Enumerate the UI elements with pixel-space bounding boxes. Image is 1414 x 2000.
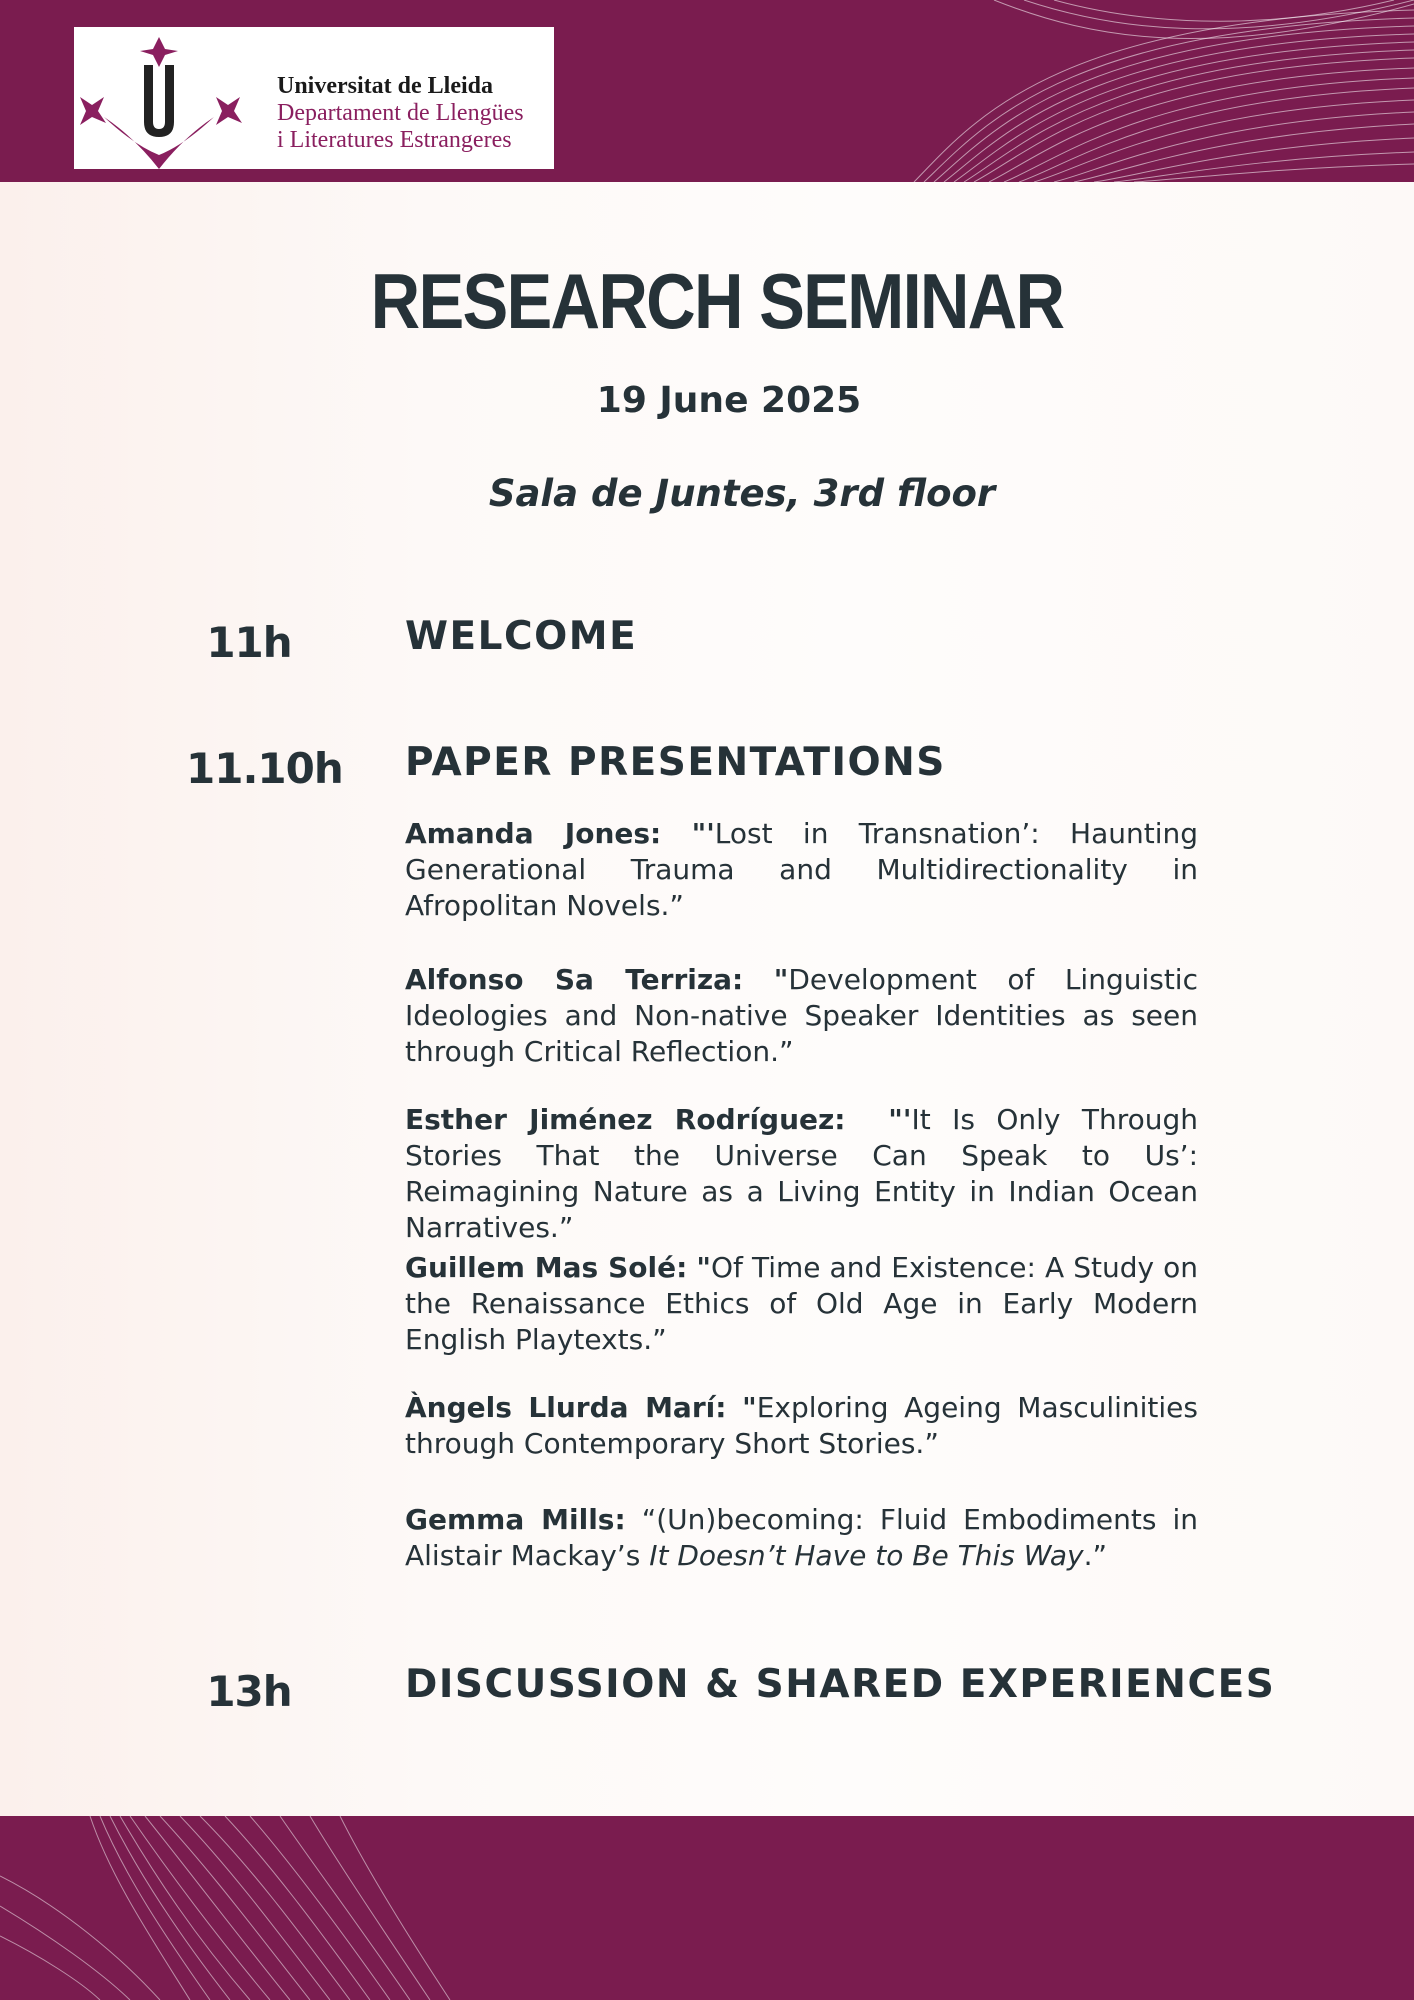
talk-item (405, 1250, 1198, 1358)
schedule-time-welcome: 11h (206, 618, 292, 667)
talk-title: It Is Only Through Stories That the Universe Can Speak to Us’: Reimagining Nature as a Living Entity in Indian Ocean Narratives.” (405, 1103, 1199, 1244)
schedule-time-papers: 11.10h (186, 744, 343, 793)
talk-open-quote: "' (888, 1103, 912, 1136)
talk-speaker: Guillem Mas Solé: (405, 1251, 688, 1284)
talk-title: Of Time and Existence: A Study on the Renaissance Ethics of Old Age in Early Modern English Playtexts.” (405, 1251, 1199, 1356)
event-date: 19 June 2025 (596, 380, 862, 421)
talk-speaker: Alfonso Sa Terriza: (405, 963, 744, 996)
university-emblem-icon (74, 27, 274, 169)
talk-title: “(Un)becoming: Fluid Embodiments in Alistair Mackay’s (405, 1503, 1198, 1572)
talk-item (405, 816, 1198, 924)
talk-title: Lost in Transnation’: Haunting Generational Trauma and Multidirectionality in Afropolitan Novels.” (405, 817, 1198, 922)
talk-item (405, 962, 1198, 1070)
talk-item (405, 1102, 1198, 1246)
footer-band (0, 1816, 1414, 2000)
header-band (0, 0, 1414, 182)
talk-speaker: Àngels Llurda Marí: (405, 1391, 727, 1424)
decorative-wave-lines (0, 1816, 460, 2000)
talk-speaker: Amanda Jones: (405, 817, 662, 850)
talk-item (405, 1390, 1198, 1462)
talk-open-quote: " (742, 1391, 757, 1424)
talk-speaker: Gemma Mills: (405, 1503, 626, 1536)
talk-item (405, 1502, 1198, 1574)
talk-open-quote: " (696, 1251, 711, 1284)
decorative-wave-lines (894, 0, 1414, 182)
talk-title: Development of Linguistic Ideologies and Non-native Speaker Identities as seen through Critical Reflection.” (405, 963, 1198, 1068)
talk-title: Exploring Ageing Masculinities through Contemporary Short Stories.” (405, 1391, 1198, 1460)
talk-title-end: .” (1083, 1539, 1108, 1572)
department-line-1: Departament de Llengües (277, 100, 524, 126)
schedule-heading-discussion: DISCUSSION & SHARED EXPERIENCES (405, 1662, 1276, 1707)
schedule-time-discussion: 13h (206, 1667, 292, 1716)
university-name: Universitat de Lleida (277, 73, 493, 99)
event-venue: Sala de Juntes, 3rd floor (488, 472, 996, 515)
talk-open-quote: " (773, 963, 789, 996)
schedule-heading-welcome: WELCOME (405, 614, 638, 659)
talk-speaker: Esther Jiménez Rodríguez: (405, 1103, 846, 1136)
schedule-heading-papers: PAPER PRESENTATIONS (405, 740, 946, 785)
talk-open-quote: "' (691, 817, 715, 850)
department-line-2: i Literatures Estrangeres (277, 127, 512, 153)
university-logo (74, 27, 554, 169)
page-title: RESEARCH SEMINAR (370, 257, 1064, 345)
talk-title-italic: It Doesn’t Have to Be This Way (649, 1539, 1084, 1572)
